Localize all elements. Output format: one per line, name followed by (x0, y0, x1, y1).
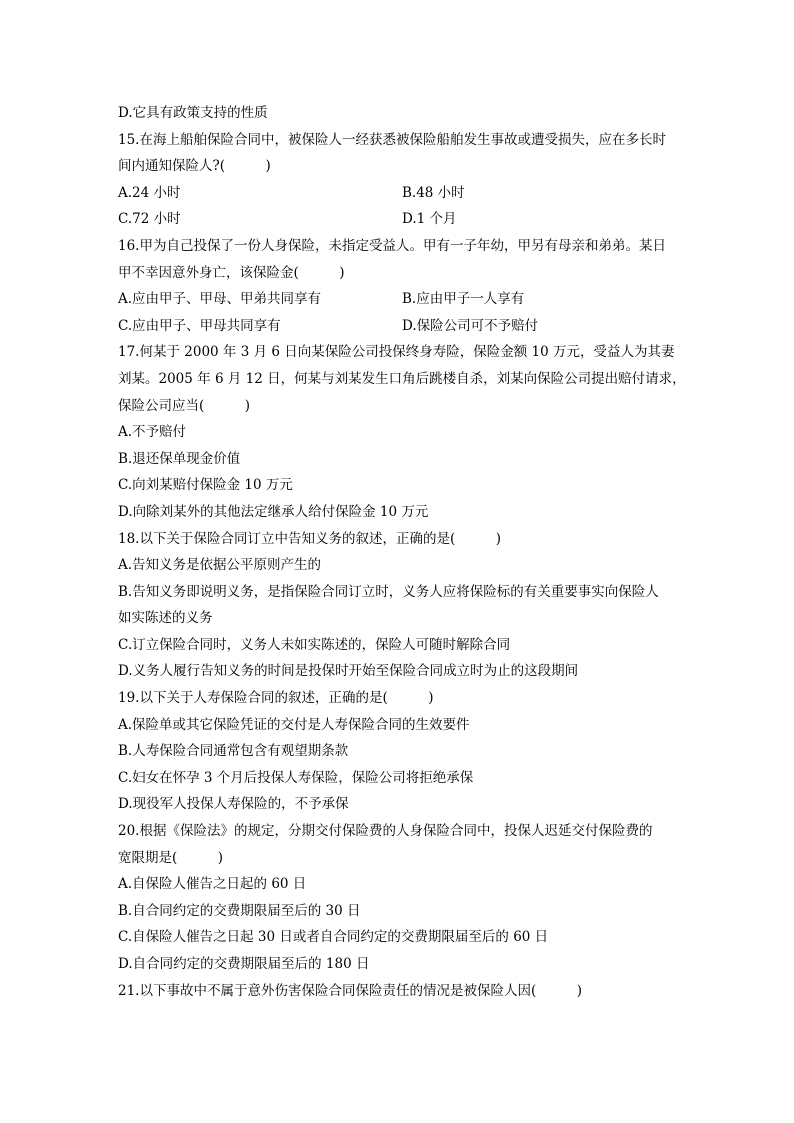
option-q20-a: A.自保险人催告之日起的 60 日 (118, 876, 307, 893)
question-16-stem-line-1: 16.甲为自己投保了一份人身保险，未指定受益人。甲有一子年幼，甲另有母亲和弟弟。某日 (118, 237, 666, 254)
option-q15-b: B.48 小时 (402, 184, 465, 201)
option-q20-b: B.自合同约定的交费期限届至后的 30 日 (118, 902, 361, 919)
option-q18-a: A.告知义务是依据公平原则产生的 (118, 557, 322, 574)
option-q18-c: C.订立保险合同时，义务人未如实陈述的，保险人可随时解除合同 (118, 636, 511, 653)
question-17-stem-line-3: 保险公司应当( ) (118, 397, 251, 414)
option-q17-c: C.向刘某赔付保险金 10 万元 (118, 477, 293, 494)
question-16-stem-line-2: 甲不幸因意外身亡，该保险金( ) (118, 264, 345, 281)
question-17-stem-line-1: 17.何某于 2000 年 3 月 6 日向某保险公司投保终身寿险，保险金额 10 万元，受益人为其妻 (118, 344, 675, 361)
option-q16-c: C.应由甲子、甲母共同享有 (118, 317, 281, 334)
option-q18-b-line-1: B.告知义务即说明义务，是指保险合同订立时，义务人应将保险标的有关重要事实向保险人 (118, 583, 659, 600)
question-20-stem-line-2: 宽限期是( ) (118, 849, 224, 866)
question-15-stem-line-1: 15.在海上船舶保险合同中，被保险人一经获悉被保险船舶发生事故或遭受损失，应在多长时 (118, 131, 666, 148)
question-18-stem: 18.以下关于保险合同订立中告知义务的叙述，正确的是( ) (118, 530, 502, 547)
question-19-stem: 19.以下关于人寿保险合同的叙述，正确的是( ) (118, 690, 434, 707)
question-17-stem-line-2: 刘某。2005 年 6 月 12 日，何某与刘某发生口角后跳楼自杀，刘某向保险公司提出赔付请求， (118, 370, 686, 387)
option-q18-d: D.义务人履行告知义务的时间是投保时开始至保险合同成立时为止的这段期间 (118, 663, 579, 680)
option-q17-a: A.不予赔付 (118, 424, 187, 441)
option-q15-c: C.72 小时 (118, 211, 181, 228)
question-15-stem-line-2: 间内通知保险人?( ) (118, 158, 271, 175)
option-q16-a: A.应由甲子、甲母、甲弟共同享有 (118, 291, 322, 308)
question-16-options-row-1 (118, 286, 678, 313)
question-20-stem-line-1: 20.根据《保险法》的规定，分期交付保险费的人身保险合同中，投保人迟延交付保险费的 (118, 823, 653, 840)
option-q19-d: D.现役军人投保人寿保险的，不予承保 (118, 796, 349, 813)
option-q20-c: C.自保险人催告之日起 30 日或者自合同约定的交费期限届至后的 60 日 (118, 929, 549, 946)
question-16-options-row-2 (118, 313, 678, 340)
option-q17-b: B.退还保单现金价值 (118, 450, 241, 467)
option-q15-a: A.24 小时 (118, 184, 181, 201)
option-q16-d: D.保险公司可不予赔付 (402, 317, 539, 334)
question-21-stem: 21.以下事故中不属于意外伤害保险合同保险责任的情况是被保险人因( ) (118, 982, 583, 999)
option-q14-d: D.它具有政策支持的性质 (118, 105, 268, 121)
option-q16-b: B.应由甲子一人享有 (402, 291, 525, 308)
option-q18-b-line-2: 如实陈述的义务 (118, 610, 213, 627)
option-q17-d: D.向除刘某外的其他法定继承人给付保险金 10 万元 (118, 503, 429, 520)
question-15-options-row-2 (118, 206, 678, 233)
option-q19-c: C.妇女在怀孕 3 个月后投保人寿保险，保险公司将拒绝承保 (118, 769, 474, 786)
option-q20-d: D.自合同约定的交费期限届至后的 180 日 (118, 956, 370, 972)
option-q19-a: A.保险单或其它保险凭证的交付是人寿保险合同的生效要件 (118, 716, 470, 733)
exam-page (118, 100, 686, 1004)
option-q19-b: B.人寿保险合同通常包含有观望期条款 (118, 743, 349, 760)
option-q15-d: D.1 个月 (402, 211, 457, 228)
question-15-options-row-1 (118, 180, 678, 207)
